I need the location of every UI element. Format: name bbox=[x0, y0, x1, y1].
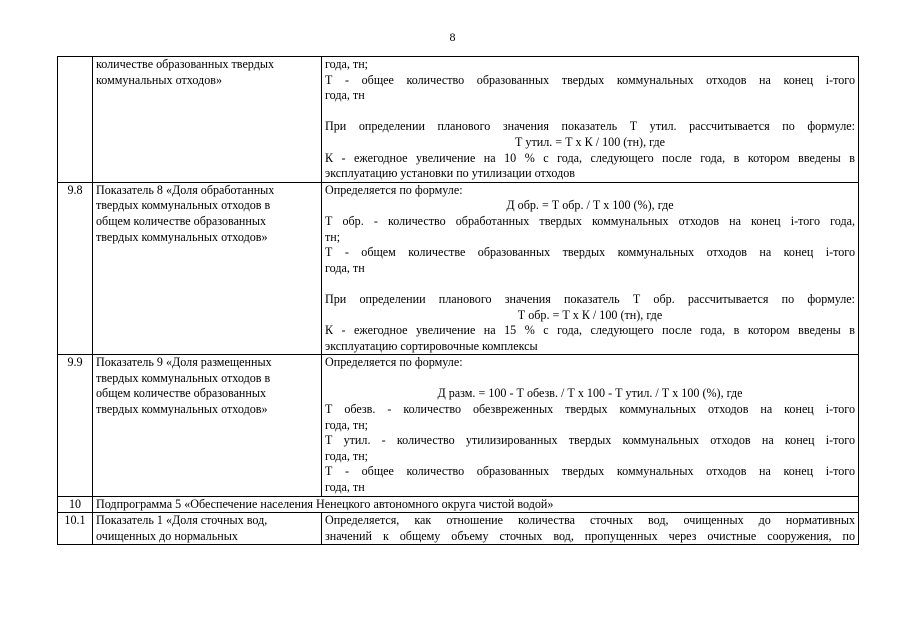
text-line: года, тн; bbox=[325, 57, 369, 71]
row-number: 9.9 bbox=[58, 355, 93, 496]
text-line: Показатель 1 «Доля сточных вод, bbox=[96, 513, 268, 528]
text-line: твердых коммунальных отходов» bbox=[96, 402, 268, 417]
text-line: года, тн; bbox=[325, 448, 369, 463]
page-number: 8 bbox=[449, 30, 456, 44]
text-line: эксплуатацию установки по утилизации отходов bbox=[325, 166, 576, 181]
text-line: твердых коммунальных отходов в bbox=[96, 198, 271, 213]
table-row bbox=[58, 355, 859, 496]
text-line: Т - общем количестве образованных твердых коммунальных отходов на конец i-того bbox=[325, 245, 855, 260]
indicator-method bbox=[322, 355, 859, 496]
text-line: При определении планового значения показатель Т утил. рассчитывается по формуле: bbox=[325, 119, 855, 134]
text-line: года, тн bbox=[325, 88, 365, 103]
text-line bbox=[325, 371, 855, 387]
text-line: Т обр. = Т х К / 100 (тн), где bbox=[517, 307, 663, 322]
row-number bbox=[58, 57, 93, 183]
indicator-name bbox=[93, 355, 322, 496]
text-line: Д разм. = 100 - Т обезв. / Т х 100 - Т утил. / Т х 100 (%), где bbox=[437, 386, 743, 401]
text-line: значений к общему объему сточных вод, пропущенных через очистные сооружения, по bbox=[325, 528, 855, 543]
text-line: При определении планового значения показатель Т обр. рассчитывается по формуле: bbox=[325, 291, 855, 306]
text-line: Т утил. = Т х К / 100 (тн), где bbox=[515, 134, 665, 149]
text-line: эксплуатацию сортировочные комплексы bbox=[325, 338, 538, 353]
row-number: 10 bbox=[58, 496, 93, 513]
subprogram-row bbox=[58, 496, 859, 513]
text-line: очищенных до нормальных bbox=[96, 528, 238, 543]
text-line: Определяется, как отношение количества сточных вод, очищенных до нормативных bbox=[325, 513, 855, 528]
text-line: Т - общее количество образованных твердых коммунальных отходов на конец i-того bbox=[325, 72, 855, 87]
indicator-method bbox=[322, 182, 859, 355]
text-line: Т обезв. - количество обезвреженных твердых коммунальных отходов на конец i-того bbox=[325, 402, 855, 417]
text-line: Определяется по формуле: bbox=[325, 355, 463, 370]
indicators-table bbox=[57, 56, 859, 545]
text-line: твердых коммунальных отходов в bbox=[96, 370, 271, 385]
text-line: года, тн; bbox=[325, 417, 369, 432]
text-line bbox=[325, 276, 855, 292]
text-line: количестве образованных твердых bbox=[96, 57, 275, 71]
indicator-name bbox=[93, 182, 322, 355]
text-line: К - ежегодное увеличение на 10 % с года, следующего после года, в котором введены в bbox=[325, 150, 855, 165]
text-line: Т - общее количество образованных твердых коммунальных отходов на конец i-того bbox=[325, 464, 855, 479]
text-line: Показатель 8 «Доля обработанных bbox=[96, 182, 275, 197]
text-line: года, тн bbox=[325, 260, 365, 275]
text-line bbox=[325, 104, 855, 120]
table-row bbox=[58, 513, 859, 545]
text-line: коммунальных отходов» bbox=[96, 72, 223, 87]
row-number: 9.8 bbox=[58, 182, 93, 355]
text-line: тн; bbox=[325, 229, 341, 244]
subprogram-title: Подпрограмма 5 «Обеспечение населения Ненецкого автономного округа чистой водой» bbox=[93, 496, 859, 513]
text-line: общем количестве образованных bbox=[96, 386, 267, 401]
indicator-method bbox=[322, 513, 859, 545]
text-line: общем количестве образованных bbox=[96, 213, 267, 228]
indicator-name bbox=[93, 513, 322, 545]
indicator-method bbox=[322, 57, 859, 183]
table-row bbox=[58, 57, 859, 183]
text-line: Т обр. - количество обработанных твердых коммунальных отходов на конец i-того года, bbox=[325, 213, 855, 228]
text-line: К - ежегодное увеличение на 15 % с года, следующего после года, в котором введены в bbox=[325, 323, 855, 338]
text-line: года, тн bbox=[325, 480, 365, 495]
indicator-name bbox=[93, 57, 322, 183]
text-line: Д обр. = Т обр. / Т х 100 (%), где bbox=[506, 198, 674, 213]
row-number: 10.1 bbox=[58, 513, 93, 545]
text-line: Определяется по формуле: bbox=[325, 182, 463, 197]
text-line: Показатель 9 «Доля размещенных bbox=[96, 355, 272, 370]
table-row bbox=[58, 182, 859, 355]
text-line: Т утил. - количество утилизированных твердых коммунальных отходов на конец i-того bbox=[325, 433, 855, 448]
text-line: твердых коммунальных отходов» bbox=[96, 229, 268, 244]
